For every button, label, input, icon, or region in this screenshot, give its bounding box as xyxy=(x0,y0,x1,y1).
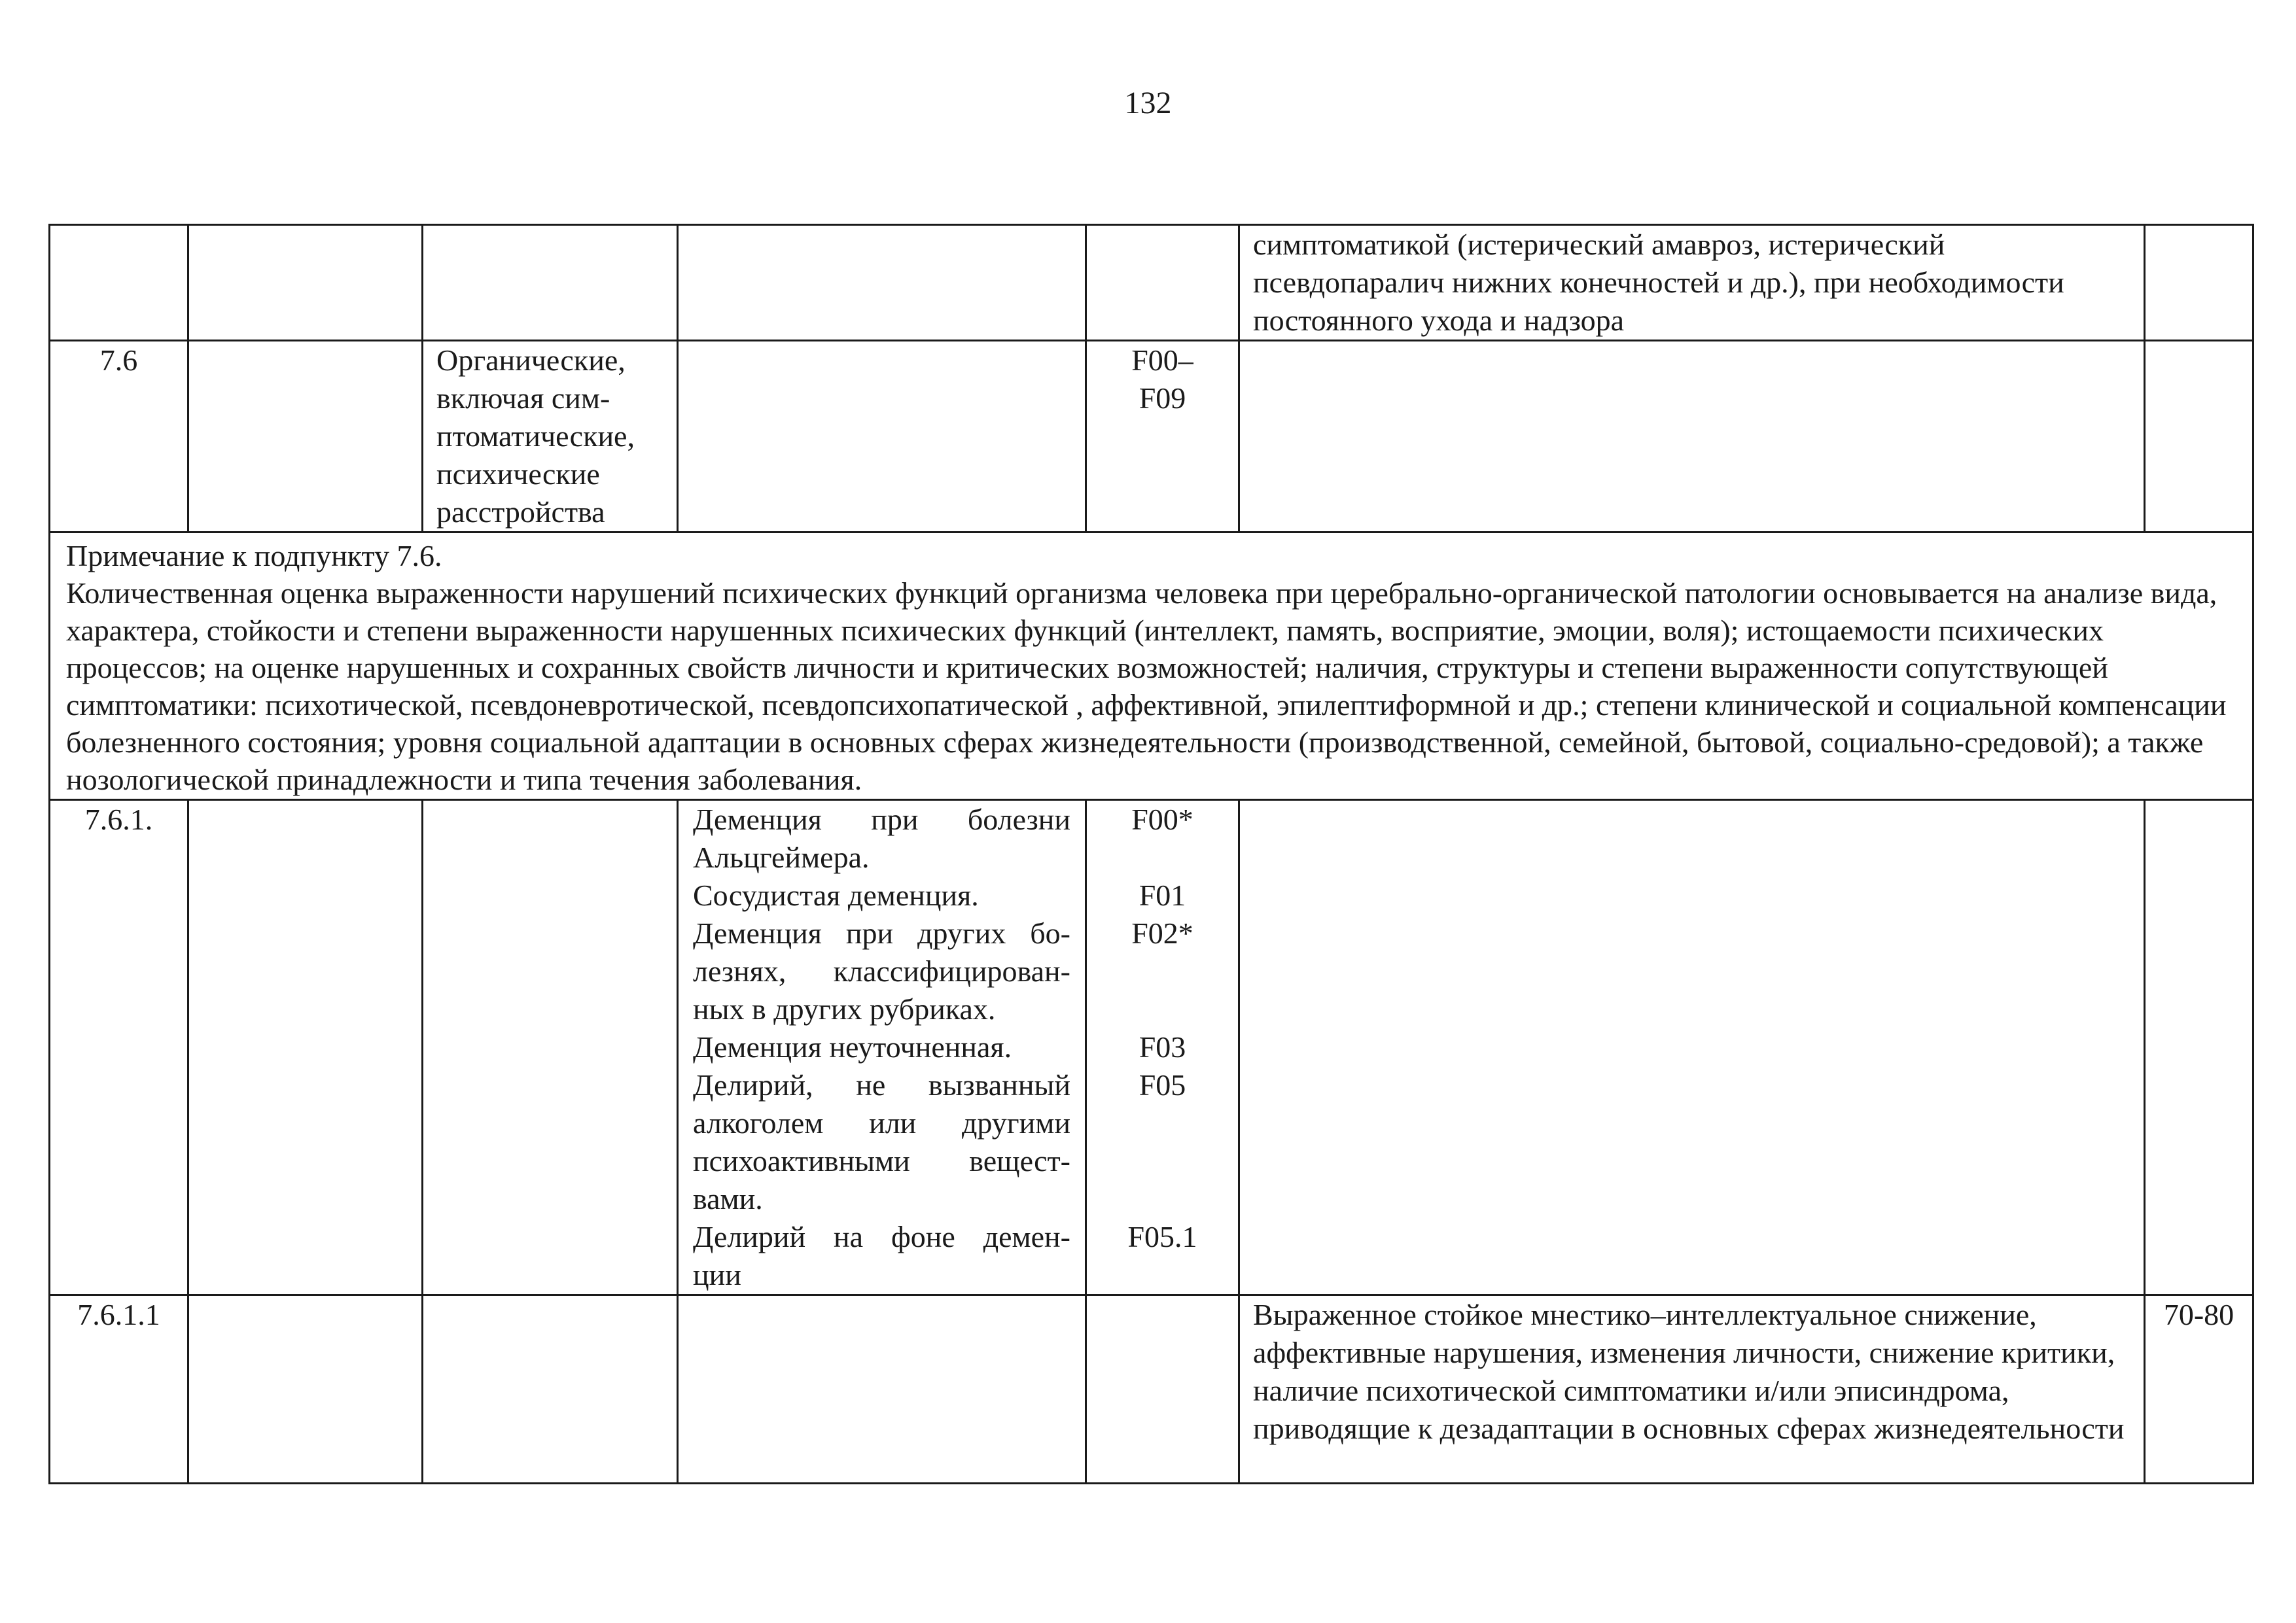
disease-line: Деменция при других бо- xyxy=(693,916,1070,950)
code-spacer xyxy=(1100,1104,1225,1142)
cell-description xyxy=(1239,225,2145,341)
disease-line: лезнях, классифицирован- xyxy=(693,954,1070,988)
note-title: Примечание к подпункту 7.6. xyxy=(66,539,442,572)
cell-empty xyxy=(188,1295,423,1484)
icd-code: F05 xyxy=(1139,1068,1186,1102)
class-name-line: птоматические, xyxy=(436,419,635,453)
icd-code: F00– xyxy=(1131,343,1193,377)
table-row xyxy=(50,225,2253,341)
disease-line: Деменция неуточненная. xyxy=(693,1030,1012,1064)
icd-code: F02* xyxy=(1131,916,1193,950)
icd-code: F05.1 xyxy=(1127,1220,1197,1253)
note-row xyxy=(50,532,2253,800)
disease-line: Деменция при болезни xyxy=(693,803,1070,836)
disease-line: алкоголем или другими xyxy=(693,1106,1070,1140)
cell-score xyxy=(2145,225,2253,341)
item-number: 7.6 xyxy=(99,343,138,377)
icd-code: F00* xyxy=(1131,803,1193,836)
disease-line: Делирий на фоне демен- xyxy=(693,1220,1070,1253)
class-name-line: включая сим- xyxy=(436,381,610,415)
disease-line: ции xyxy=(693,1258,741,1291)
cell-class xyxy=(423,341,678,532)
code-spacer xyxy=(1100,839,1225,877)
cell-number xyxy=(50,225,188,341)
cell-class xyxy=(423,800,678,1295)
code-spacer xyxy=(1100,1180,1225,1218)
cell-disease xyxy=(678,341,1086,532)
cell-class xyxy=(423,1295,678,1484)
cell-number xyxy=(50,341,188,532)
cell-code xyxy=(1086,341,1239,532)
cell-code xyxy=(1086,800,1239,1295)
description-text: симптоматикой (истерический амавроз, истерический псевдопаралич нижних конечностей и др.), при необходимости постоянного ухода и надзора xyxy=(1253,228,2064,337)
cell-description xyxy=(1239,800,2145,1295)
class-name-line: психические xyxy=(436,457,600,491)
code-spacer xyxy=(1100,990,1225,1028)
cell-disease xyxy=(678,1295,1086,1484)
cell-score xyxy=(2145,1295,2253,1484)
class-name-line: Органические, xyxy=(436,343,626,377)
classification-table xyxy=(48,224,2254,1484)
cell-description xyxy=(1239,1295,2145,1484)
cell-code xyxy=(1086,1295,1239,1484)
note-cell xyxy=(50,532,2253,800)
code-spacer xyxy=(1100,1142,1225,1180)
disease-line: вами. xyxy=(693,1182,763,1215)
disability-score: 70-80 xyxy=(2163,1298,2234,1331)
cell-score xyxy=(2145,341,2253,532)
cell-score xyxy=(2145,800,2253,1295)
cell-empty xyxy=(188,800,423,1295)
table-row xyxy=(50,1295,2253,1484)
table-row xyxy=(50,341,2253,532)
icd-code: F03 xyxy=(1139,1030,1186,1064)
cell-class xyxy=(423,225,678,341)
item-number: 7.6.1. xyxy=(84,803,153,836)
disease-line: Сосудистая деменция. xyxy=(693,879,979,912)
class-name-line: расстройства xyxy=(436,495,605,529)
page-number: 132 xyxy=(1124,86,1172,120)
cell-empty xyxy=(188,341,423,532)
table-row xyxy=(50,800,2253,1295)
disease-line: Делирий, не вызванный xyxy=(693,1068,1070,1102)
cell-empty xyxy=(188,225,423,341)
icd-code: F01 xyxy=(1139,879,1186,912)
disease-line: Альцгеймера. xyxy=(693,841,870,874)
disease-line: ных в других рубриках. xyxy=(693,992,996,1026)
cell-disease xyxy=(678,800,1086,1295)
cell-disease xyxy=(678,225,1086,341)
cell-description xyxy=(1239,341,2145,532)
note-body: Количественная оценка выраженности нарушений психических функций организма человека при церебрально-органической патологии основывается на анализе вида, характера, стойкости и степени выраженности нарушенных психических функций (интеллект, память, восприятие, эмоции, воля); истощаемости психических процессов; на оценке нарушенных и сохранных свойств личности и критических возможностей; наличия, структуры и степени выраженности сопутствующей симптоматики: психотической, псевдоневротической, псевдопсихопатической , аффективной, эпилептиформной и др.; степени клинической и социальной компенсации болезненного состояния; уровня социальной адаптации в основных сферах жизнедеятельности (производственной, семейной, бытовой, социально-средовой); а также нозологической принадлежности и типа течения заболевания. xyxy=(66,576,2227,796)
disease-line: психоактивными вещест- xyxy=(693,1144,1070,1178)
item-number: 7.6.1.1 xyxy=(77,1298,160,1331)
code-spacer xyxy=(1100,952,1225,990)
cell-number xyxy=(50,800,188,1295)
cell-code xyxy=(1086,225,1239,341)
cell-number xyxy=(50,1295,188,1484)
description-text: Выраженное стойкое мнестико–интеллектуальное снижение, аффективные нарушения, изменения личности, снижение критики, наличие психотической симптоматики и/или эписиндрома, приводящие к дезадаптации в основных сферах жизнедеятельности xyxy=(1253,1298,2125,1445)
icd-code: F09 xyxy=(1139,381,1186,415)
